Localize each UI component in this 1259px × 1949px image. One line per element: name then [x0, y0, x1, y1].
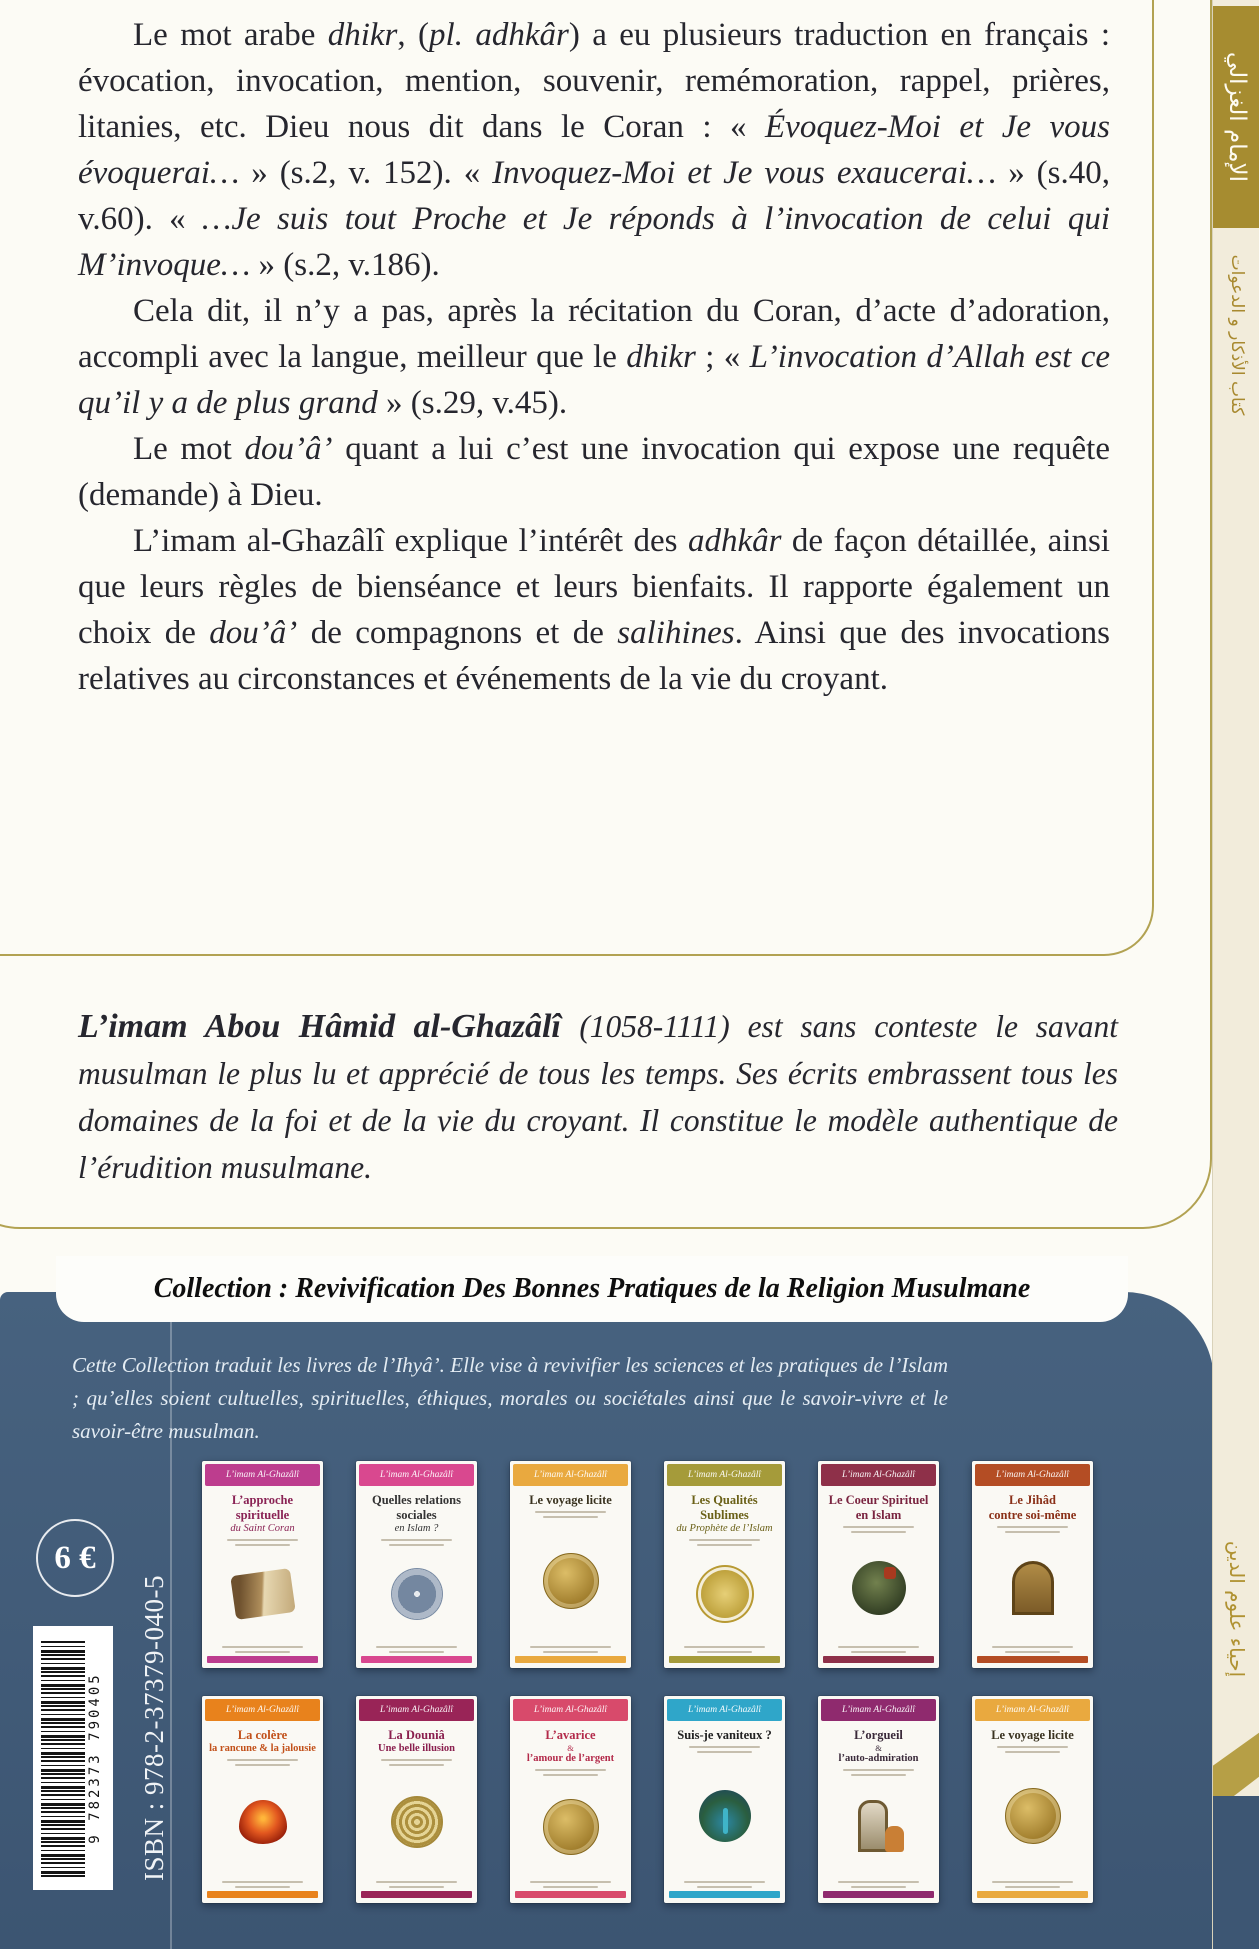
barcode-bars: [41, 1639, 85, 1877]
cover-title: Suis-je vaniteux ?: [677, 1728, 772, 1742]
cover-footer-band: [823, 1891, 934, 1898]
synopsis-paragraph: Cela dit, il n’y a pas, après la récitation du Coran, d’acte d’adoration, accompli avec la langue, meilleur que le dhikr ; « L’invocation d’Allah est ce qu’il y a de plus grand » (s.29, v.45).: [78, 293, 1110, 421]
collection-banner-label: Collection : Revivification Des Bonnes Pratiques de la Religion Musulmane: [153, 1273, 1031, 1304]
cover-microtext-line: [997, 1526, 1068, 1528]
cover-thumbnail-box: [975, 1533, 1090, 1643]
cover-microtext-line: [376, 1881, 457, 1883]
synopsis-paragraph: L’imam al-Ghazâlî explique l’intérêt des adhkâr de façon détaillée, ainsi que leurs règles de bienséance et leurs bienfaits. Il rapporte également un choix de dou’â’ de compagnons et de salihines. Ainsi que des invocations relatives au circonstances et événements de la vie du croyant.: [78, 523, 1111, 697]
author-bio: L’imam Abou Hâmid al-Ghazâlî (1058-1111) est sans conteste le savant musulman le plus lu et apprécié de tous les temps. Ses écrits embrassent tous les domaines de la foi et de la vie du croyant. Il constitue le modèle authentique de l’érudition musulmane.: [78, 1008, 1118, 1185]
cover-header-band: [513, 1699, 628, 1721]
cover-microtext-line: [222, 1646, 303, 1648]
cover-title: Le Jihâd contre soi-même: [988, 1493, 1077, 1522]
book-cover-card: [664, 1696, 785, 1903]
cover-thumbnail: [391, 1568, 443, 1620]
book-cover-card: [818, 1461, 939, 1668]
cover-microtext-line: [992, 1881, 1073, 1883]
cover-thumbnail-box: [205, 1546, 320, 1643]
collection-covers-grid: [202, 1461, 1093, 1903]
cover-microtext-line: [689, 1746, 760, 1748]
cover-footer-band: [669, 1656, 780, 1663]
cover-microtext-line: [1005, 1651, 1060, 1653]
isbn-label: ISBN : 978-2-37379-040-5: [139, 1575, 169, 1881]
book-cover-card: [510, 1461, 631, 1668]
cover-header-band: [359, 1699, 474, 1721]
cover-microtext-line: [684, 1646, 765, 1648]
cover-thumbnail: [851, 1800, 907, 1854]
cover-title: La colère la rancune & la jalousie: [209, 1728, 316, 1754]
cover-microtext-line: [235, 1886, 290, 1888]
cover-microtext-line: [543, 1651, 598, 1653]
synopsis-paragraph: Le mot arabe dhikr, (pl. adhkâr) a eu plusieurs traduction en français : évocation, invocation, mention, souvenir, remémoration, rappel, prières, litanies, etc. Dieu nous dit dans le Coran : « Évoquez-Moi et Je vous évoquerai… » (s.2, v. 152). « Invoquez-Moi et Je vous exaucerai… » (s.40, v.60). « …Je suis tout Proche et Je réponds à l’invocation de celui qui M’invoque… » (s.2, v.186).: [78, 17, 1110, 283]
cover-microtext-line: [843, 1769, 914, 1771]
cover-footer-band: [361, 1656, 472, 1663]
cover-microtext-line: [227, 1759, 298, 1761]
cover-microtext-line: [992, 1646, 1073, 1648]
cover-microtext-line: [543, 1886, 598, 1888]
cover-header-band: [205, 1464, 320, 1486]
cover-title: Quelles relations sociales en Islam ?: [371, 1493, 461, 1534]
cover-thumbnail-box: [359, 1766, 474, 1878]
cover-microtext-line: [381, 1759, 452, 1761]
book-cover-card: [972, 1696, 1093, 1903]
cover-footer-band: [207, 1891, 318, 1898]
cover-title: La Douniâ Une belle illusion: [377, 1728, 455, 1754]
cover-thumbnail-box: [667, 1753, 782, 1878]
spine-series-block: [1213, 1478, 1259, 1740]
cover-thumbnail: [699, 1790, 751, 1842]
cover-microtext-line: [376, 1646, 457, 1648]
book-cover-card: [818, 1696, 939, 1903]
cover-header-label: L’imam Al-Ghazâlî: [687, 1705, 762, 1715]
cover-microtext-line: [530, 1646, 611, 1648]
cover-header-label: L’imam Al-Ghazâlî: [225, 1705, 300, 1715]
cover-microtext-line: [997, 1746, 1068, 1748]
cover-microtext-line: [389, 1886, 444, 1888]
cover-microtext-line: [1005, 1886, 1060, 1888]
cover-thumbnail-box: [821, 1776, 936, 1878]
cover-title: Le voyage licite: [991, 1728, 1074, 1742]
cover-thumbnail: [1005, 1788, 1061, 1844]
cover-footer-band: [515, 1656, 626, 1663]
cover-thumbnail: [543, 1799, 599, 1855]
cover-thumbnail: [230, 1568, 296, 1620]
cover-thumbnail-box: [513, 1776, 628, 1878]
barcode-digits: 9 782373 790405: [87, 1672, 103, 1844]
cover-thumbnail: [543, 1553, 599, 1609]
cover-header-label: L’imam Al-Ghazâlî: [533, 1705, 608, 1715]
cover-thumbnail-box: [667, 1546, 782, 1643]
cover-microtext-line: [843, 1526, 914, 1528]
cover-header-band: [975, 1464, 1090, 1486]
collection-description: Cette Collection traduit les livres de l’Ihyâ’. Elle vise à revivifier les sciences et les pratiques de l’Islam ; qu’elles soient cultuelles, spirituelles, éthiques, morales ou sociétales ainsi que le savoir-vivre et le savoir-être musulman.: [72, 1353, 948, 1443]
cover-title: Les Qualités Sublimes du Prophète de l’Islam: [676, 1493, 773, 1534]
cover-microtext-line: [227, 1539, 298, 1541]
synopsis: [78, 12, 1110, 702]
cover-microtext-line: [530, 1881, 611, 1883]
cover-microtext-line: [381, 1539, 452, 1541]
cover-thumbnail: [1012, 1561, 1054, 1615]
synopsis-paragraph: Le mot dou’â’ quant a lui c’est une invocation qui expose une requête (demande) à Dieu.: [78, 431, 1110, 513]
cover-header-label: L’imam Al-Ghazâlî: [841, 1705, 916, 1715]
cover-header-label: L’imam Al-Ghazâlî: [995, 1705, 1070, 1715]
cover-header-band: [513, 1464, 628, 1486]
cover-microtext-line: [535, 1769, 606, 1771]
book-cover-card: [972, 1461, 1093, 1668]
cover-thumbnail: [239, 1800, 287, 1844]
cover-footer-band: [207, 1656, 318, 1663]
collection-banner: [56, 1256, 1128, 1322]
cover-title: L’approche spirituelle du Saint Coran: [230, 1493, 295, 1534]
cover-header-label: L’imam Al-Ghazâlî: [995, 1470, 1070, 1480]
cover-header-band: [667, 1464, 782, 1486]
cover-header-label: L’imam Al-Ghazâlî: [225, 1470, 300, 1480]
book-cover-card: [202, 1461, 323, 1668]
cover-header-label: L’imam Al-Ghazâlî: [533, 1470, 608, 1480]
book-cover-card: [356, 1461, 477, 1668]
cover-thumbnail-box: [821, 1533, 936, 1643]
cover-thumbnail: [391, 1796, 443, 1848]
cover-header-band: [359, 1464, 474, 1486]
cover-title: Le Coeur Spirituel en Islam: [828, 1493, 929, 1522]
cover-footer-band: [361, 1891, 472, 1898]
cover-header-band: [667, 1699, 782, 1721]
price-label: 6 €: [54, 1539, 96, 1576]
cover-microtext-line: [697, 1651, 752, 1653]
cover-thumbnail: [701, 1570, 749, 1618]
cover-footer-band: [515, 1891, 626, 1898]
cover-microtext-line: [684, 1881, 765, 1883]
cover-microtext-line: [697, 1886, 752, 1888]
cover-microtext-line: [235, 1651, 290, 1653]
cover-microtext-line: [838, 1881, 919, 1883]
cover-thumbnail: [852, 1561, 906, 1615]
cover-header-band: [821, 1464, 936, 1486]
cover-header-band: [821, 1699, 936, 1721]
cover-title: L’avarice & l’amour de l’argent: [526, 1728, 615, 1765]
book-spine: [1212, 0, 1259, 1949]
spine-title-arabic: كتاب الأذكار و الدعوات: [1226, 254, 1247, 416]
cover-footer-band: [977, 1656, 1088, 1663]
cover-footer-band: [977, 1891, 1088, 1898]
cover-microtext-line: [851, 1651, 906, 1653]
book-cover-card: [664, 1461, 785, 1668]
cover-title: L’orgueil & l’auto-admiration: [838, 1728, 919, 1765]
cover-header-band: [975, 1699, 1090, 1721]
cover-microtext-line: [689, 1539, 760, 1541]
cover-microtext-line: [389, 1651, 444, 1653]
spine-author-arabic: الإمام الغزالي: [1223, 51, 1250, 183]
cover-thumbnail-box: [975, 1753, 1090, 1878]
cover-title: Le voyage licite: [529, 1493, 612, 1507]
book-cover-card: [202, 1696, 323, 1903]
cover-header-label: L’imam Al-Ghazâlî: [841, 1470, 916, 1480]
cover-footer-band: [669, 1891, 780, 1898]
cover-footer-band: [823, 1656, 934, 1663]
cover-thumbnail-box: [513, 1518, 628, 1643]
cover-header-label: L’imam Al-Ghazâlî: [687, 1470, 762, 1480]
spine-series-arabic: إحياء علوم الدين: [1224, 1540, 1249, 1678]
book-cover-card: [356, 1696, 477, 1903]
cover-microtext-line: [222, 1881, 303, 1883]
cover-header-label: L’imam Al-Ghazâlî: [379, 1470, 454, 1480]
price-badge: [36, 1519, 114, 1597]
spine-blue-bottom: [1213, 1796, 1259, 1949]
cover-microtext-line: [535, 1511, 606, 1513]
cover-microtext-line: [851, 1886, 906, 1888]
spine-author-block: [1213, 6, 1259, 228]
barcode: [33, 1626, 113, 1890]
cover-header-band: [205, 1699, 320, 1721]
book-cover-card: [510, 1696, 631, 1903]
cover-header-label: L’imam Al-Ghazâlî: [379, 1705, 454, 1715]
cover-thumbnail-box: [205, 1766, 320, 1878]
spine-title-block: [1213, 235, 1259, 435]
cover-microtext-line: [838, 1646, 919, 1648]
cover-thumbnail-box: [359, 1546, 474, 1643]
